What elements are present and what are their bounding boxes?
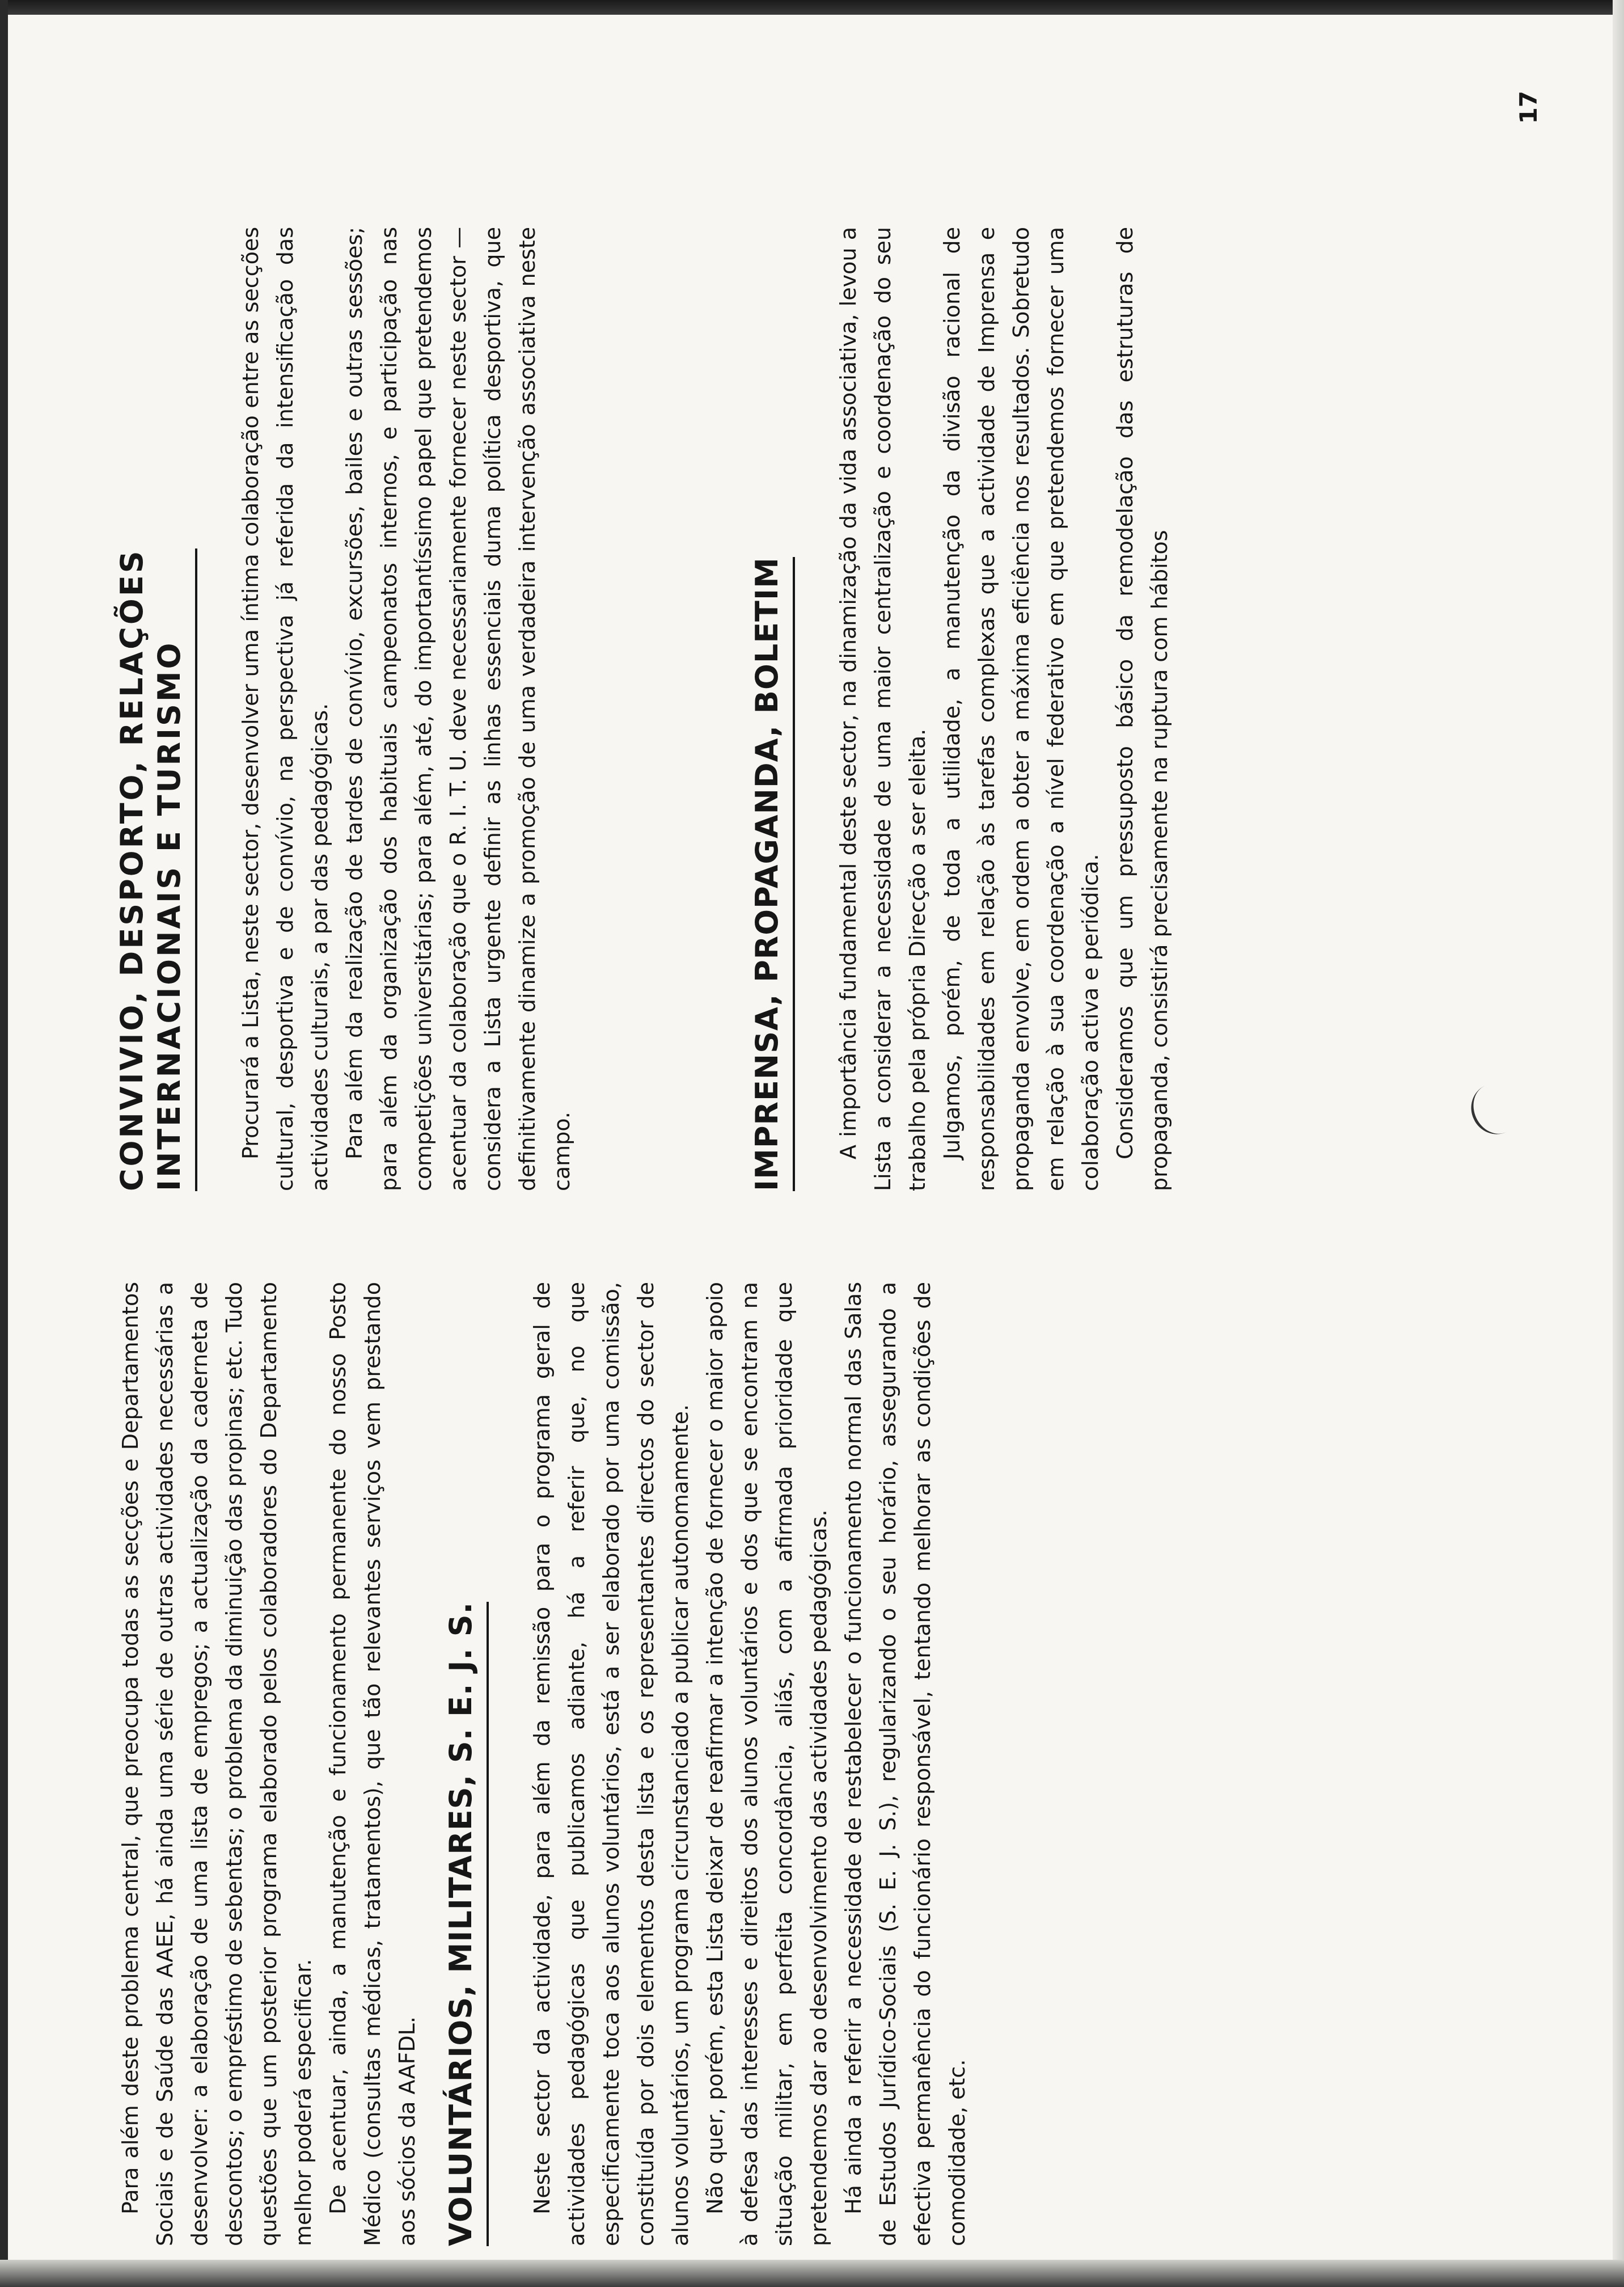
scan-edge-bottom — [0, 2260, 1624, 2287]
section-body — [831, 227, 1177, 1191]
section-heading — [113, 548, 197, 1191]
section-paragraph: Consideramos que um pressuposto básico da remodelação das estruturas de propaganda, consistirá precisamente na ruptura com hábitos — [1113, 227, 1172, 1191]
section-paragraph: Para além da realização de tardes de convívio, excursões, bailes e outras sessões; para além da organização dos habituais campeonatos internos, e participação nas competições universitárias; para além, até, do importantíssimo papel que pretendemos acentuar da colaboração que o R. I. T. U. deve necessariamente fornecer neste sector — considera a Lista urgente definir as linhas essenciais duma política desportiva, que definitivamente dinamize a promoção de uma verdadeira intervenção associativa neste campo. — [342, 227, 574, 1191]
section-body — [234, 227, 580, 1191]
left-column — [113, 1282, 1542, 2246]
page-content — [113, 79, 1542, 2246]
right-column — [113, 227, 1542, 1191]
intro-paragraph: Para além deste problema central, que preocupa todas as secções e Departamentos Sociais e de Saúde das AAEE, há ainda uma série de outras actividades necessárias a desenvolver: a elaboração de uma lista de empregos; a actualização da caderneta de descontos; o empréstimo de sebentas; o problema da diminuição das propinas; etc. Tudo questões que um posterior programa elaborado pelos colaboradores do Departamento melhor poderá especificar. — [118, 1282, 316, 2246]
section-paragraph: Procurará a Lista, neste sector, desenvolver uma íntima colaboração entre as secções cultural, desportiva e de convívio, na perspectiva já referida da intensificação das actividades culturais, a par das pedagógicas. — [238, 227, 332, 1191]
section-paragraph: Há ainda a referir a necessidade de restabelecer o funcionamento normal das Salas de Estudos Jurídico-Sociais (S. E. J. S.), regularizando o seu horário, assegurando a efectiva permanência do funcionário responsável, tentando melhorar as condições de comodidade, etc. — [841, 1282, 970, 2246]
section-heading: IMPRENSA, PROPAGANDA, BOLETIM — [748, 557, 795, 1191]
section-body — [525, 1282, 975, 2246]
scan-edge-top — [0, 0, 1624, 15]
intro-paragraph: De acentuar, ainda, a manutenção e funcionamento permanente do nosso Posto Médico (consultas médicas, tratamentos), que tão relevantes serviços vem prestando aos sócios da AAFDL. — [325, 1282, 420, 2246]
page-number: 17 — [1515, 91, 1542, 124]
intro-block — [113, 1282, 425, 2246]
section-paragraph: Neste sector da actividade, para além da remissão para o programa geral de actividades pedagógicas que publicamos adiante, há a referir que, no que especificamente toca aos alunos voluntários, está a ser elaborado por uma comissão, constituída por dois elementos desta lista e os representantes directos do sector de alunos voluntários, um programa circunstanciado a publicar autonomamente. — [530, 1282, 693, 2246]
section-paragraph: Julgamos, porém, de toda a utilidade, a manutenção da divisão racional de responsabilidades em relação às tarefas complexas que a actividade de Imprensa e propaganda envolve, em ordem a obter a máxima eficiência nos resultados. Sobretudo em relação à sua coordenação a nível federativo em que pretendemos fornecer uma colaboração activa e periódica. — [940, 227, 1103, 1191]
scan-edge-left — [0, 0, 8, 2287]
section-heading: VOLUNTÁRIOS, MILITARES, S. E. J. S. — [442, 1602, 489, 2246]
scan-edge-right — [1613, 0, 1624, 2287]
section-voluntarios — [442, 1282, 975, 2246]
heading-line: CONVIVIO, DESPORTO, RELAÇÕES — [114, 548, 150, 1191]
heading-line: INTERNACIONAIS E TURISMO — [151, 640, 187, 1191]
section-imprensa — [748, 227, 1177, 1191]
section-paragraph: Não quer, porém, esta Lista deixar de reafirmar a intenção de fornecer o maior apoio à defesa das interesses e direitos dos alunos voluntários e dos que se encontram na situação militar, em perfeita concordância, aliás, com a afirmada prioridade que pretendemos dar ao desenvolvimento das actividades pedagógicas. — [703, 1282, 831, 2246]
section-convivio — [113, 227, 580, 1191]
section-paragraph: A importância fundamental deste sector, na dinamização da vida associativa, levou a Lista a considerar a necessidade de uma maior centralização e coordenação do seu trabalho pela própria Direcção a ser eleita. — [836, 227, 930, 1191]
